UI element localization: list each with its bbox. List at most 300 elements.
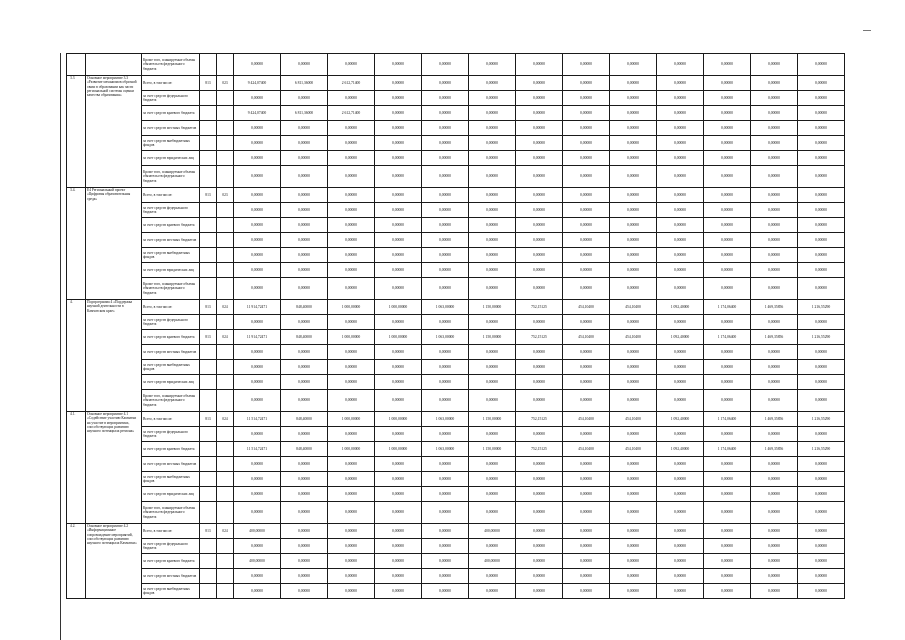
amount-cell: 752,15125 [516,300,563,315]
amount-cell: 0,00000 [751,502,798,524]
amount-cell: 0,00000 [516,472,563,487]
table-row [67,554,845,569]
amount-cell: 0,00000 [375,203,422,218]
funding-source-cell: Кроме того, планируемые объемы обязательств федерального бюджета [142,502,200,524]
amount-cell: 0,00000 [234,375,281,390]
amount-cell: 0,00000 [704,136,751,151]
amount-cell: 848,40000 [281,412,328,427]
amount-cell: 0,00000 [798,502,845,524]
amount-cell: 0,00000 [469,427,516,442]
funding-source-cell: Всего, в том числе: [142,188,200,203]
grbs-code-cell: 813 [200,76,217,91]
amount-cell: 0,00000 [704,278,751,300]
amount-cell: 0,00000 [798,345,845,360]
amount-cell: 0,00000 [563,203,610,218]
amount-cell: 0,00000 [375,539,422,554]
amount-cell: 0,00000 [798,539,845,554]
amount-cell: 400,00000 [469,554,516,569]
amount-cell: 0,00000 [422,487,469,502]
funding-source-cell: за счет средств местных бюджетов [142,121,200,136]
amount-cell: 11 914,72471 [234,330,281,345]
amount-cell: 0,00000 [516,136,563,151]
row-index-cell: 4.1. [67,412,86,524]
amount-cell: 0,00000 [281,427,328,442]
amount-cell: 0,00000 [281,54,328,76]
amount-cell: 1 174,06400 [704,330,751,345]
grbs-code-cell [200,457,217,472]
amount-cell: 0,00000 [610,584,657,599]
row-index-cell: 4.2. [67,524,86,599]
amount-cell: 0,00000 [375,121,422,136]
amount-cell: 0,00000 [281,360,328,375]
amount-cell: 0,00000 [281,502,328,524]
program-name-cell: Основное мероприятие 3.3 «Развитие механизмов обратной связи в образовании как части региональной системы оценки качества образования» [86,76,142,188]
amount-cell: 0,00000 [798,584,845,599]
amount-cell: 0,00000 [469,457,516,472]
amount-cell: 0,00000 [657,502,704,524]
amount-cell: 400,00000 [234,524,281,539]
amount-cell: 0,00000 [469,106,516,121]
table-row [67,233,845,248]
amount-cell: 0,00000 [328,136,375,151]
amount-cell: 0,00000 [563,136,610,151]
amount-cell: 0,00000 [563,76,610,91]
amount-cell: 0,00000 [563,375,610,390]
amount-cell: 0,00000 [563,263,610,278]
amount-cell: 454,10400 [610,412,657,427]
amount-cell: 0,00000 [657,106,704,121]
amount-cell: 0,00000 [563,188,610,203]
section-code-cell [217,345,234,360]
table-row [67,427,845,442]
row-index-cell [67,54,86,76]
amount-cell: 0,00000 [610,524,657,539]
section-code-cell [217,248,234,263]
amount-cell: 0,00000 [751,203,798,218]
section-code-cell [217,278,234,300]
amount-cell: 0,00000 [375,427,422,442]
funding-source-cell: за счет средств федерального бюджета [142,91,200,106]
amount-cell: 0,00000 [234,345,281,360]
amount-cell: 0,00000 [328,278,375,300]
amount-cell: 0,00000 [422,121,469,136]
amount-cell: 1 092,40000 [657,442,704,457]
amount-cell: 1 150,00000 [469,442,516,457]
amount-cell: 0,00000 [610,121,657,136]
section-code-cell [217,151,234,166]
amount-cell: 0,00000 [281,554,328,569]
amount-cell: 1 216,55290 [798,300,845,315]
amount-cell: 0,00000 [281,188,328,203]
section-code-cell [217,233,234,248]
amount-cell: 9 424,07400 [234,76,281,91]
amount-cell: 0,00000 [798,472,845,487]
funding-source-cell: за счет средств местных бюджетов [142,569,200,584]
amount-cell: 0,00000 [563,315,610,330]
section-code-cell [217,315,234,330]
funding-source-cell: за счет средств внебюджетных фондов [142,248,200,263]
amount-cell: 0,00000 [516,524,563,539]
amount-cell: 0,00000 [516,233,563,248]
amount-cell: 0,00000 [281,345,328,360]
amount-cell: 0,00000 [798,375,845,390]
amount-cell: 0,00000 [704,472,751,487]
amount-cell: 1 063,00000 [422,330,469,345]
amount-cell: 0,00000 [751,166,798,188]
amount-cell: 0,00000 [704,427,751,442]
amount-cell: 1 216,55290 [798,442,845,457]
amount-cell: 1 092,40000 [657,330,704,345]
funding-source-cell: за счет средств федерального бюджета [142,203,200,218]
amount-cell: 0,00000 [281,457,328,472]
amount-cell: 0,00000 [422,203,469,218]
amount-cell: 0,00000 [328,390,375,412]
amount-cell: 0,00000 [657,91,704,106]
amount-cell: 0,00000 [563,360,610,375]
amount-cell: 0,00000 [281,487,328,502]
amount-cell: 1 000,00000 [328,300,375,315]
amount-cell: 0,00000 [751,360,798,375]
amount-cell: 0,00000 [469,539,516,554]
amount-cell: 1 092,40000 [657,300,704,315]
amount-cell: 0,00000 [375,136,422,151]
amount-cell: 0,00000 [469,315,516,330]
amount-cell: 1 174,06400 [704,300,751,315]
funding-source-cell: за счет средств внебюджетных фондов [142,360,200,375]
amount-cell: 0,00000 [234,472,281,487]
amount-cell: 0,00000 [704,54,751,76]
amount-cell: 0,00000 [704,263,751,278]
amount-cell: 0,00000 [422,136,469,151]
table-row [67,412,845,427]
amount-cell: 0,00000 [657,315,704,330]
amount-cell: 0,00000 [798,54,845,76]
section-code-cell: 024 [217,524,234,539]
amount-cell: 0,00000 [704,203,751,218]
amount-cell: 0,00000 [328,375,375,390]
table-row [67,151,845,166]
amount-cell: 0,00000 [281,233,328,248]
table-row [67,375,845,390]
amount-cell: 0,00000 [469,345,516,360]
amount-cell: 0,00000 [657,487,704,502]
amount-cell: 0,00000 [422,233,469,248]
amount-cell: 0,00000 [375,554,422,569]
amount-cell: 0,00000 [610,487,657,502]
row-index-cell: 3.3 [67,76,86,188]
amount-cell: 0,00000 [234,487,281,502]
amount-cell: 0,00000 [610,91,657,106]
amount-cell: 0,00000 [234,248,281,263]
grbs-code-cell: 813 [200,524,217,539]
amount-cell: 0,00000 [610,554,657,569]
amount-cell: 0,00000 [375,54,422,76]
amount-cell: 0,00000 [657,136,704,151]
amount-cell: 0,00000 [375,569,422,584]
amount-cell: 0,00000 [798,263,845,278]
amount-cell: 0,00000 [328,472,375,487]
grbs-code-cell [200,487,217,502]
amount-cell: 0,00000 [328,263,375,278]
amount-cell: 0,00000 [516,427,563,442]
amount-cell: 0,00000 [234,121,281,136]
amount-cell: 0,00000 [516,554,563,569]
amount-cell: 1 216,55290 [798,330,845,345]
amount-cell: 0,00000 [234,584,281,599]
amount-cell: 0,00000 [704,539,751,554]
amount-cell: 0,00000 [469,54,516,76]
amount-cell: 0,00000 [751,136,798,151]
amount-cell: 0,00000 [610,151,657,166]
amount-cell: 0,00000 [563,233,610,248]
amount-cell: 0,00000 [328,166,375,188]
section-code-cell [217,218,234,233]
amount-cell: 0,00000 [798,166,845,188]
table-row [67,315,845,330]
amount-cell: 0,00000 [704,524,751,539]
amount-cell: 0,00000 [281,539,328,554]
table-row [67,136,845,151]
amount-cell: 0,00000 [610,54,657,76]
amount-cell: 0,00000 [563,166,610,188]
amount-cell: 0,00000 [704,121,751,136]
amount-cell: 0,00000 [610,136,657,151]
amount-cell: 0,00000 [657,345,704,360]
amount-cell: 0,00000 [798,151,845,166]
amount-cell: 0,00000 [516,375,563,390]
grbs-code-cell [200,345,217,360]
amount-cell: 0,00000 [657,151,704,166]
amount-cell: 0,00000 [375,188,422,203]
grbs-code-cell [200,569,217,584]
amount-cell: 0,00000 [328,121,375,136]
section-code-cell [217,203,234,218]
amount-cell: 0,00000 [610,502,657,524]
amount-cell: 0,00000 [328,345,375,360]
funding-source-cell: за счет средств местных бюджетов [142,345,200,360]
amount-cell: 0,00000 [375,375,422,390]
amount-cell: 0,00000 [328,427,375,442]
funding-source-cell: за счет средств внебюджетных фондов [142,472,200,487]
amount-cell: 752,15125 [516,330,563,345]
amount-cell: 0,00000 [234,233,281,248]
table-row [67,263,845,278]
amount-cell: 0,00000 [281,166,328,188]
amount-cell: 0,00000 [422,524,469,539]
table-row [67,248,845,263]
amount-cell: 0,00000 [422,218,469,233]
table-row [67,584,845,599]
amount-cell: 0,00000 [375,218,422,233]
grbs-code-cell [200,91,217,106]
amount-cell: 0,00000 [751,188,798,203]
amount-cell: 0,00000 [375,91,422,106]
amount-cell: 0,00000 [469,233,516,248]
budget-table [66,53,845,599]
funding-source-cell: за счет средств юридических лиц [142,487,200,502]
amount-cell: 0,00000 [281,91,328,106]
amount-cell: 6 811,36000 [281,76,328,91]
amount-cell: 0,00000 [657,554,704,569]
amount-cell: 0,00000 [610,76,657,91]
amount-cell: 0,00000 [704,457,751,472]
amount-cell: 0,00000 [657,390,704,412]
amount-cell: 0,00000 [610,315,657,330]
amount-cell: 0,00000 [657,584,704,599]
amount-cell: 0,00000 [234,569,281,584]
table-row [67,54,845,76]
amount-cell: 1 092,40000 [657,412,704,427]
grbs-code-cell [200,151,217,166]
amount-cell: 0,00000 [375,502,422,524]
funding-source-cell: за счет средств юридических лиц [142,263,200,278]
amount-cell: 0,00000 [657,360,704,375]
section-code-cell [217,390,234,412]
amount-cell: 0,00000 [469,502,516,524]
amount-cell: 0,00000 [328,203,375,218]
amount-cell: 0,00000 [798,218,845,233]
amount-cell: 0,00000 [751,151,798,166]
amount-cell: 0,00000 [704,502,751,524]
table-row [67,472,845,487]
grbs-code-cell [200,554,217,569]
table-row [67,569,845,584]
amount-cell: 0,00000 [281,203,328,218]
amount-cell: 0,00000 [234,457,281,472]
amount-cell: 752,15125 [516,442,563,457]
amount-cell: 0,00000 [704,315,751,330]
amount-cell: 0,00000 [375,166,422,188]
funding-source-cell: за счет средств внебюджетных фондов [142,584,200,599]
amount-cell: 0,00000 [610,278,657,300]
amount-cell: 0,00000 [657,472,704,487]
amount-cell: 11 514,72471 [234,412,281,427]
amount-cell: 0,00000 [657,233,704,248]
amount-cell: 0,00000 [469,278,516,300]
amount-cell: 0,00000 [751,472,798,487]
amount-cell: 454,10400 [610,330,657,345]
amount-cell: 0,00000 [751,91,798,106]
amount-cell: 0,00000 [798,457,845,472]
grbs-code-cell [200,106,217,121]
amount-cell: 0,00000 [281,263,328,278]
amount-cell: 0,00000 [563,345,610,360]
amount-cell: 0,00000 [281,524,328,539]
amount-cell: 0,00000 [704,487,751,502]
amount-cell: 0,00000 [422,166,469,188]
table-row [67,76,845,91]
amount-cell: 848,40000 [281,300,328,315]
section-code-cell [217,569,234,584]
section-code-cell: 023 [217,188,234,203]
table-row [67,330,845,345]
amount-cell: 0,00000 [516,76,563,91]
amount-cell: 848,40000 [281,330,328,345]
amount-cell: 0,00000 [281,584,328,599]
amount-cell: 0,00000 [751,539,798,554]
amount-cell: 0,00000 [563,472,610,487]
section-code-cell [217,584,234,599]
table-row [67,524,845,539]
amount-cell: 0,00000 [657,524,704,539]
amount-cell: 0,00000 [798,91,845,106]
amount-cell: 0,00000 [375,457,422,472]
section-code-cell [217,263,234,278]
amount-cell: 1 469,35856 [751,412,798,427]
amount-cell: 1 063,00000 [422,412,469,427]
amount-cell: 0,00000 [516,54,563,76]
amount-cell: 454,10400 [563,412,610,427]
amount-cell: 0,00000 [281,278,328,300]
amount-cell: 0,00000 [328,539,375,554]
amount-cell: 0,00000 [657,263,704,278]
section-code-cell: 024 [217,412,234,427]
funding-source-cell: за счет средств юридических лиц [142,151,200,166]
amount-cell: 0,00000 [469,76,516,91]
section-code-cell [217,442,234,457]
amount-cell: 0,00000 [234,427,281,442]
program-name-cell: Основное мероприятие 4.1 «Содействие участию Камчатки на участие в мероприятиях, способствующих развитию научного потенциала региона» [86,412,142,524]
grbs-code-cell: 813 [200,300,217,315]
amount-cell: 0,00000 [704,233,751,248]
amount-cell: 0,00000 [610,345,657,360]
amount-cell: 0,00000 [610,390,657,412]
amount-cell: 0,00000 [375,360,422,375]
amount-cell: 0,00000 [281,472,328,487]
amount-cell: 0,00000 [657,76,704,91]
amount-cell: 0,00000 [798,487,845,502]
amount-cell: 0,00000 [422,188,469,203]
funding-source-cell: Всего, в том числе: [142,300,200,315]
amount-cell: 0,00000 [798,569,845,584]
amount-cell: 0,00000 [704,360,751,375]
amount-cell: 0,00000 [516,569,563,584]
amount-cell: 0,00000 [328,315,375,330]
amount-cell: 0,00000 [422,457,469,472]
amount-cell: 0,00000 [234,278,281,300]
section-code-cell [217,375,234,390]
amount-cell: 0,00000 [375,76,422,91]
section-code-cell [217,106,234,121]
amount-cell: 0,00000 [563,248,610,263]
amount-cell: 0,00000 [469,248,516,263]
amount-cell: 1 469,35856 [751,442,798,457]
amount-cell: 0,00000 [657,188,704,203]
budget-sheet [66,53,838,599]
grbs-code-cell [200,584,217,599]
amount-cell: 0,00000 [798,278,845,300]
amount-cell: 0,00000 [234,539,281,554]
amount-cell: 0,00000 [704,569,751,584]
amount-cell: 1 174,06400 [704,412,751,427]
amount-cell: 0,00000 [422,360,469,375]
table-row [67,278,845,300]
program-name-cell: Основное мероприятие 4.2 «Информационное сопровождение мероприятий, способствующих развитию научного потенциала Камчатки» [86,524,142,599]
amount-cell: 0,00000 [516,345,563,360]
amount-cell: 0,00000 [751,427,798,442]
amount-cell: 0,00000 [657,569,704,584]
amount-cell: 0,00000 [704,76,751,91]
amount-cell: 1 063,00000 [422,442,469,457]
amount-cell: 0,00000 [751,76,798,91]
amount-cell: 0,00000 [704,91,751,106]
amount-cell: 0,00000 [563,502,610,524]
amount-cell: 0,00000 [610,188,657,203]
table-body [67,54,845,599]
grbs-code-cell [200,442,217,457]
amount-cell: 0,00000 [751,121,798,136]
amount-cell: 0,00000 [422,91,469,106]
